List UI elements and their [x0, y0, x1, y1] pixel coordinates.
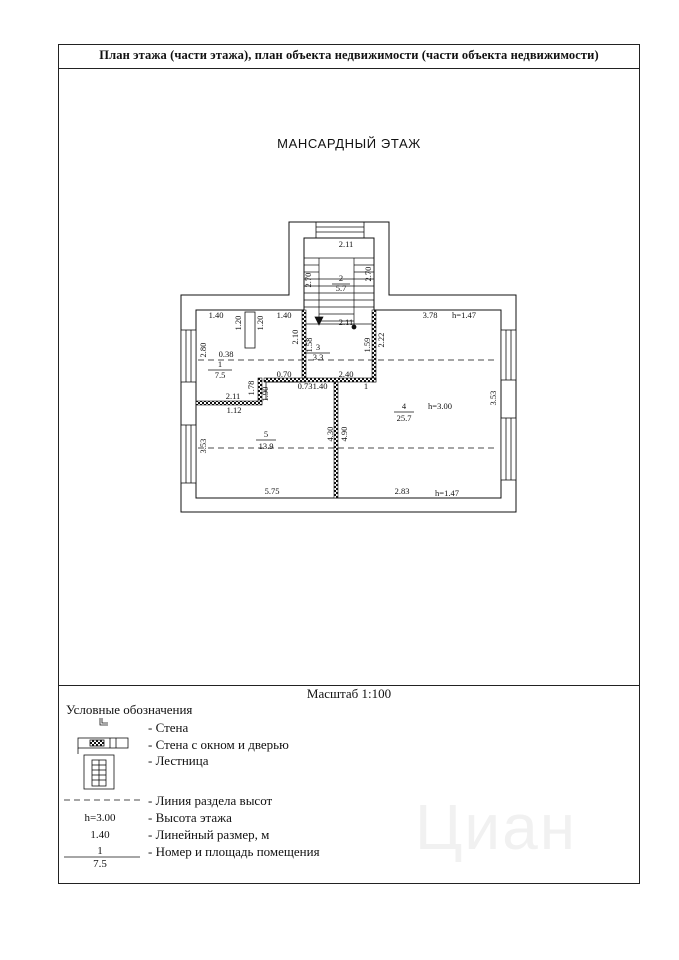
dimension-label: 1 — [363, 381, 369, 391]
room-4-area: 25.7 — [396, 413, 412, 423]
legend-label-floor-height: - Высота этажа — [148, 810, 232, 825]
legend-label-wall: - Стена — [148, 720, 189, 735]
room-5-number: 5 — [263, 429, 269, 439]
legend-label-staircase: - Лестница — [148, 753, 209, 768]
dimension-label: 2.80 — [198, 342, 208, 358]
dimension-label: 0.70 — [276, 369, 292, 379]
legend-label-wall-window-door: - Стена с окном и дверью — [148, 737, 289, 752]
dimension-label: 4.30 — [325, 426, 335, 442]
hatched-walls — [196, 310, 376, 498]
height-label: h=1.47 — [452, 310, 476, 320]
dimension-label: 3.78 — [422, 310, 438, 320]
room-2-number: 2 — [338, 273, 344, 283]
plan-title: МАНСАРДНЫЙ ЭТАЖ — [277, 136, 421, 151]
legend-label-height-division: - Линия раздела высот — [148, 793, 273, 808]
dimension-label: 5.75 — [264, 486, 280, 496]
legend-wall-window-door-symbol — [78, 738, 128, 754]
dimension-label: 0.73 — [297, 381, 313, 391]
room-1-number: 1 — [217, 359, 223, 369]
legend-wall-symbol — [100, 718, 108, 725]
dimension-label: 1.12 — [226, 405, 242, 415]
room-3-number: 3 — [315, 342, 321, 352]
dimension-label: 1.59 — [362, 337, 372, 353]
dimension-label: 2.40 — [338, 369, 354, 379]
dimension-label: 4.90 — [339, 426, 349, 442]
legend-symbol-room-number: 1 — [97, 845, 103, 857]
room-2-area: 5.7 — [335, 283, 347, 293]
scale-text: Масштаб 1:100 — [306, 686, 392, 701]
dimension-label: 2.11 — [338, 317, 354, 327]
dimension-label: 1.40 — [312, 381, 328, 391]
room-5-area: 13.9 — [258, 441, 274, 451]
dimension-label: 1.20 — [233, 315, 243, 331]
legend-symbol-room-area: 7.5 — [93, 858, 107, 870]
legend-symbol-height: h=3.00 — [84, 812, 116, 824]
legend-stair-symbol — [84, 755, 114, 789]
room-4-number: 4 — [401, 401, 407, 411]
height-label: h=1.47 — [435, 488, 459, 498]
dimension-label: 1.40 — [208, 310, 224, 320]
dimension-label: 2.11 — [338, 239, 354, 249]
plan-labels — [209, 239, 476, 498]
dimension-label: 2.11 — [225, 391, 241, 401]
dimension-label: 1.58 — [304, 337, 314, 353]
dimension-label: 3.53 — [198, 438, 208, 454]
stair-top — [316, 222, 364, 238]
dimension-label: 2.70 — [363, 266, 373, 282]
dimension-label: 2.22 — [376, 332, 386, 348]
outer-walls — [181, 222, 516, 512]
dimension-label: 3.53 — [488, 390, 498, 406]
dimension-label: 2.83 — [394, 486, 410, 496]
room-1-area: 7.5 — [214, 370, 226, 380]
dimension-label: 0.38 — [218, 349, 234, 359]
dimension-label: 2.70 — [303, 272, 313, 288]
dimension-label: 2.10 — [290, 329, 300, 345]
dimension-label: 1.78 — [246, 380, 256, 396]
legend-label-dimension: - Линейный размер, м — [148, 827, 270, 842]
room-area-dividers — [208, 284, 414, 440]
header-title: План этажа (части этажа), план объекта недвижимости (части объекта недвижимости) — [99, 48, 599, 62]
dimension-label: 1.90 — [260, 386, 270, 402]
room-3-area: 3.3 — [312, 352, 324, 362]
watermark: Циан — [415, 791, 578, 863]
dimension-label: 1.40 — [276, 310, 292, 320]
dimension-label: 1.20 — [255, 315, 265, 331]
legend-title: Условные обозначения — [66, 702, 193, 717]
legend-label-room-number-area: - Номер и площадь помещения — [148, 844, 320, 859]
legend-symbol-dimension: 1.40 — [90, 829, 110, 841]
height-label: h=3.00 — [428, 401, 452, 411]
